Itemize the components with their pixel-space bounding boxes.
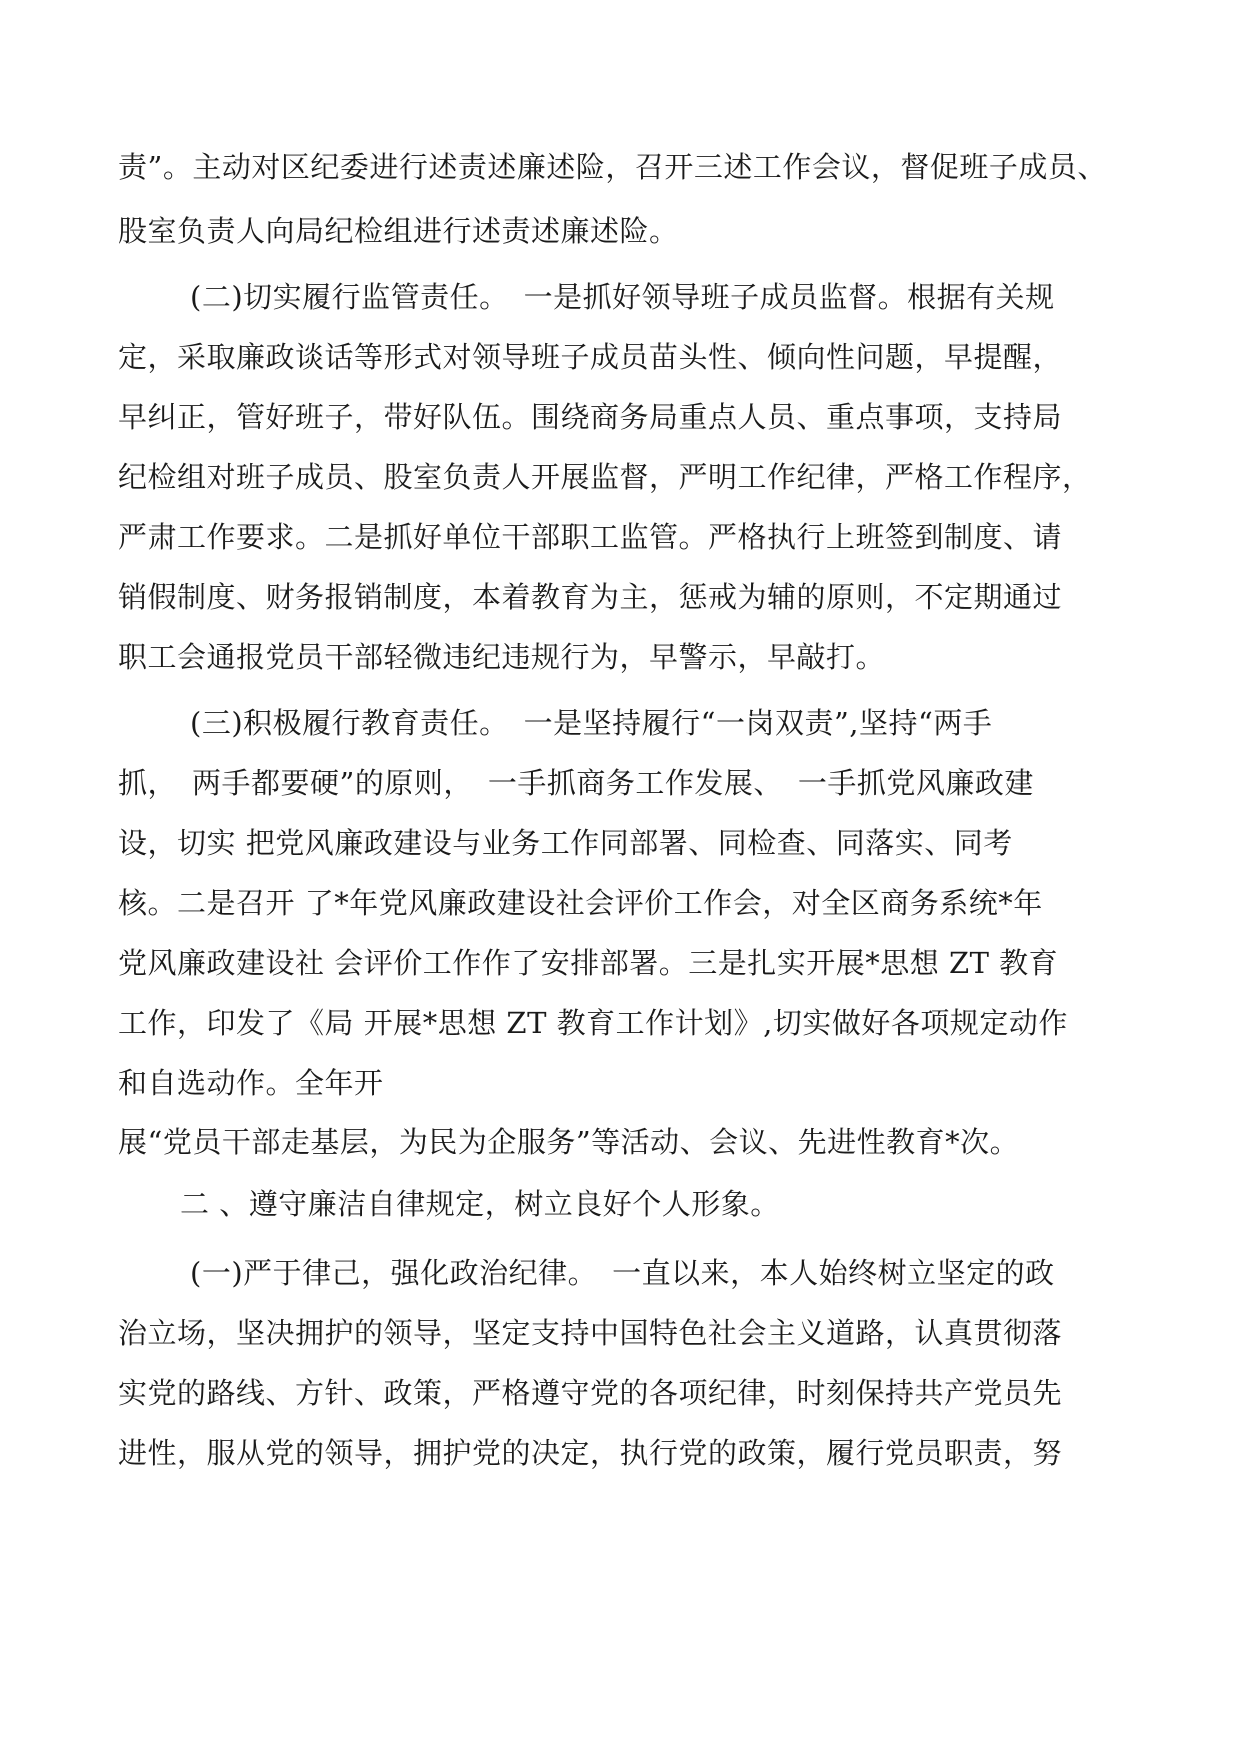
body-text-line: 早纠正，管好班子，带好队伍。围绕商务局重点人员、重点事项，支持局 — [118, 400, 1063, 434]
body-text-line: 和自选动作。全年开 — [118, 1066, 384, 1100]
body-text-line: 治立场，坚决拥护的领导，坚定支持中国特色社会主义道路，认真贯彻落 — [118, 1316, 1063, 1350]
body-text-line: 职工会通报党员干部轻微违纪违规行为，早警示，早敲打。 — [118, 640, 886, 674]
body-text-line: 纪检组对班子成员、股室负责人开展监督，严明工作纪律，严格工作程序， — [118, 460, 1092, 494]
section-heading-line: (二)切实履行监管责任。 一是抓好领导班子成员监督。根据有关规 — [190, 280, 1055, 314]
body-text-line: 销假制度、财务报销制度，本着教育为主，惩戒为辅的原则，不定期通过 — [118, 580, 1063, 614]
section-heading-line: (一)严于律己，强化政治纪律。 一直以来，本人始终树立坚定的政 — [190, 1256, 1055, 1290]
body-text-line: 展“党员干部走基层，为民为企服务”等活动、会议、先进性教育*次。 — [118, 1125, 1020, 1159]
body-text-line: 定，采取廉政谈话等形式对领导班子成员苗头性、倾向性问题，早提醒， — [118, 340, 1063, 374]
section-heading-line: (三)积极履行教育责任。 一是坚持履行“一岗双责”,坚持“两手 — [190, 706, 993, 740]
section-heading-line: 二 、遵守廉洁自律规定，树立良好个人形象。 — [180, 1187, 780, 1221]
body-text-line: 严肃工作要求。二是抓好单位干部职工监管。严格执行上班签到制度、请 — [118, 520, 1063, 554]
body-text-line: 设，切实 把党风廉政建设与业务工作同部署、同检查、同落实、同考 — [118, 826, 1013, 860]
body-text-line: 实党的路线、方针、政策，严格遵守党的各项纪律，时刻保持共产党员先 — [118, 1376, 1063, 1410]
body-text-line: 党风廉政建设社 会评价工作作了安排部署。三是扎实开展*思想 ZT 教育 — [118, 946, 1059, 980]
body-text-line: 责”。主动对区纪委进行述责述廉述险，召开三述工作会议，督促班子成员、 — [118, 150, 1107, 184]
body-text-line: 抓， 两手都要硬”的原则， 一手抓商务工作发展、 一手抓党风廉政建 — [118, 766, 1034, 800]
body-text-line: 进性，服从党的领导，拥护党的决定，执行党的政策，履行党员职责，努 — [118, 1436, 1063, 1470]
body-text-line: 工作，印发了《局 开展*思想 ZT 教育工作计划》,切实做好各项规定动作 — [118, 1006, 1068, 1040]
body-text-line: 核。二是召开 了*年党风廉政建设社会评价工作会，对全区商务系统*年 — [118, 886, 1043, 920]
body-text-line: 股室负责人向局纪检组进行述责述廉述险。 — [118, 214, 679, 248]
